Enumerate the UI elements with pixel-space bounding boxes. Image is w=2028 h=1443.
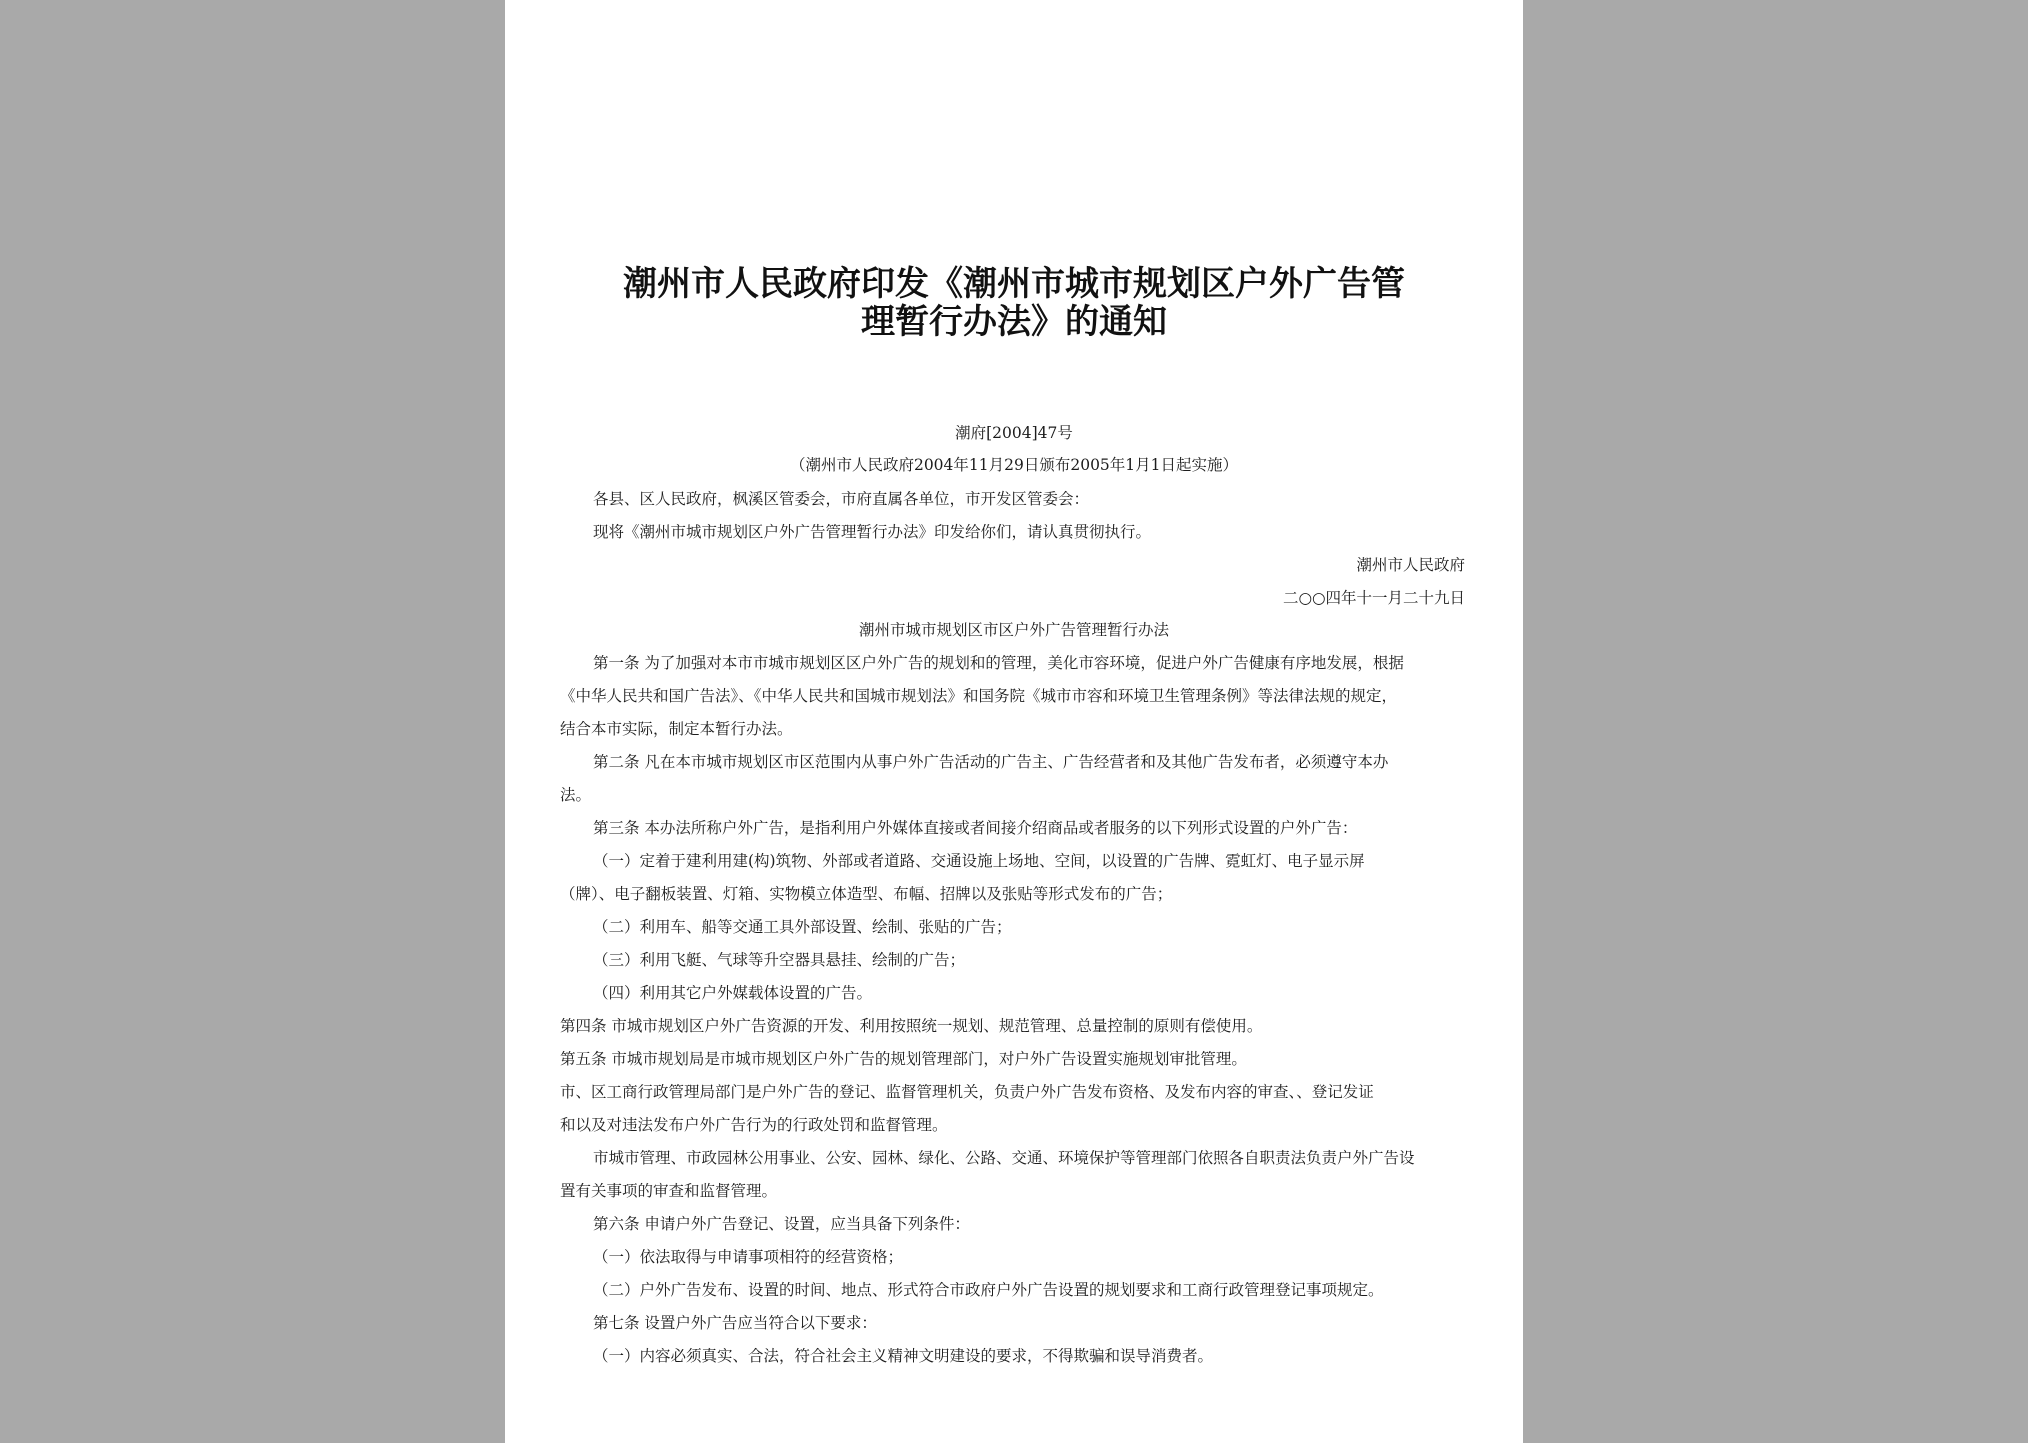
body-line: 结合本市实际，制定本暂行办法。 (560, 720, 793, 738)
body-line: （一）内容必须真实、合法，符合社会主义精神文明建设的要求，不得欺骗和误导消费者。 (593, 1347, 1214, 1365)
measures-title: 潮州市城市规划区市区户外广告管理暂行办法 (858, 621, 1169, 639)
signature-date: 二○○四年十一月二十九日 (1282, 589, 1465, 607)
body-line: 置有关事项的审查和监督管理。 (560, 1182, 778, 1200)
document-title-line-1: 潮州市人民政府印发《潮州市城市规划区户外广告管 (623, 264, 1405, 304)
body-line: 第五条 市城市规划局是市城市规划区户外广告的规划管理部门，对户外广告设置实施规划审批管理。 (560, 1050, 1247, 1068)
body-line: 第六条 申请户外广告登记、设置，应当具备下列条件： (593, 1215, 970, 1233)
body-line: 法。 (560, 786, 592, 804)
body-line: 市、区工商行政管理局部门是户外广告的登记、监督管理机关，负责户外广告发布资格、及发布内容的审查、、登记发证 (560, 1083, 1374, 1101)
body-line: 市城市管理、市政园林公用事业、公安、园林、绿化、公路、交通、环境保护等管理部门依照各自职责法负责户外广告设 (593, 1149, 1415, 1167)
document-number: 潮府[2004]47号 (955, 424, 1073, 442)
body-line: （二）户外广告发布、设置的时间、地点、形式符合市政府户外广告设置的规划要求和工商行政管理登记事项规定。 (593, 1281, 1384, 1299)
body-line: （二）利用车、船等交通工具外部设置、绘制、张贴的广告； (593, 918, 1012, 936)
body-line: （四）利用其它户外媒载体设置的广告。 (593, 984, 873, 1002)
body-line: 第一条 为了加强对本市市城市规划区区户外广告的规划和的管理，美化市容环境，促进户外广告健康有序地发展，根据 (593, 654, 1404, 672)
body-line: （一）依法取得与申请事项相符的经营资格； (593, 1248, 904, 1266)
document-title-line-2: 理暂行办法》的通知 (861, 302, 1167, 342)
intro-line: 现将《潮州市城市规划区户外广告管理暂行办法》印发给你们，请认真贯彻执行。 (593, 523, 1152, 541)
body-line: 和以及对违法发布户外广告行为的行政处罚和监督管理。 (560, 1116, 948, 1134)
body-line: 第三条 本办法所称户外广告，是指利用户外媒体直接或者间接介绍商品或者服务的以下列形式设置的户外广告： (593, 819, 1358, 837)
issue-note: （潮州市人民政府2004年11月29日颁布2005年1月1日起实施） (789, 456, 1239, 474)
body-line: 《中华人民共和国广告法》、《中华人民共和国城市规划法》和国务院《城市市容和环境卫生管理条例》等法律法规的规定， (560, 687, 1398, 705)
body-line: （一）定着于建利用建(构)筑物、外部或者道路、交通设施上场地、空间，以设置的广告牌、霓虹灯、电子显示屏 (593, 852, 1365, 870)
addressee-line: 各县、区人民政府，枫溪区管委会，市府直属各单位，市开发区管委会： (593, 490, 1090, 508)
signature-org: 潮州市人民政府 (1356, 556, 1465, 574)
document-page (505, 0, 1523, 1443)
body-line: 第四条 市城市规划区户外广告资源的开发、利用按照统一规划、规范管理、总量控制的原则有偿使用。 (560, 1017, 1263, 1035)
body-line: 第二条 凡在本市城市规划区市区范围内从事户外广告活动的广告主、广告经营者和及其他广告发布者，必须遵守本办 (593, 753, 1389, 771)
body-line: 第七条 设置户外广告应当符合以下要求： (593, 1314, 877, 1332)
body-line: （三）利用飞艇、气球等升空器具悬挂、绘制的广告； (593, 951, 966, 969)
body-line: （牌）、电子翻板装置、灯箱、实物模立体造型、布幅、招牌以及张贴等形式发布的广告； (560, 885, 1173, 903)
